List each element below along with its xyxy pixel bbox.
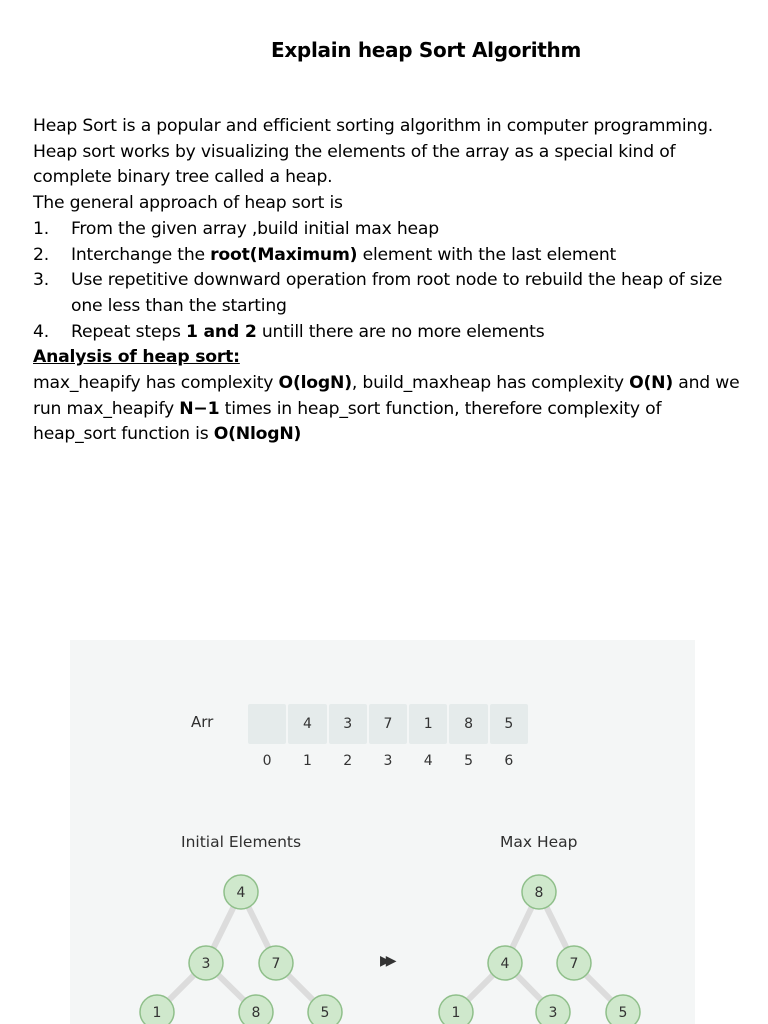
array-cell: 4 [288,704,326,744]
step-number: 2. [33,244,49,265]
analysis-heading: Analysis of heap sort: [33,347,240,368]
step-bold: 1 and 2 [185,321,257,342]
analysis-span: times in heap_sort function, therefore complexity of heap_sort function is [33,398,662,445]
analysis-text [33,371,743,448]
complexity-n: O(N) [629,373,673,394]
step-text: element with the last element [357,244,617,265]
step-number: 4. [33,321,49,342]
intro-line: Heap Sort is a popular and efficient sorting algorithm in computer programming. [33,116,714,136]
max-heap-node-label: 7 [569,956,579,972]
step-bold: root(Maximum) [210,244,358,265]
initial-tree-node-label: 7 [271,956,281,972]
array-index: 4 [423,753,433,769]
array-cell: 5 [490,704,528,744]
steps-list [33,217,743,346]
heap-diagram [70,640,695,1024]
max-heap-node-label: 8 [534,885,544,901]
initial-tree [140,875,342,1024]
analysis-span: and we run max_heapify [33,373,740,419]
step-number: 1. [33,218,49,239]
max-heap-node-label: 5 [618,1005,628,1021]
step-text: Repeat steps [71,321,186,342]
max-heap-node-label: 4 [500,956,510,972]
intro-line: Heap sort works by visualizing the elements of the array as a special kind of [33,141,676,162]
initial-tree-node-label: 3 [201,956,211,972]
intro-line: The general approach of heap sort is [33,193,343,214]
initial-tree-node-label: 4 [236,885,246,901]
initial-tree-node-label: 1 [152,1005,162,1021]
array-label: Arr [191,713,214,731]
step-text: Interchange the [71,244,211,265]
step-text: Use repetitive downward operation from root node to rebuild the heap of size one less than the starting [71,270,723,316]
array-index: 2 [343,753,353,769]
array-index: 0 [262,753,272,769]
array-index: 6 [504,753,514,769]
step-text: untill there are no more elements [256,321,545,342]
double-arrow-right-icon: ▶▶ [380,953,392,969]
initial-elements-title: Initial Elements [181,833,302,851]
step-item [33,217,743,243]
max-heap-node-label: 3 [548,1005,558,1021]
initial-tree-node-label: 8 [251,1005,261,1021]
complexity-nlogn: O(NlogN) [213,424,302,445]
analysis-span: max_heapify has complexity [33,373,279,394]
step-number: 3. [33,270,49,291]
step-item [33,320,743,346]
array-index: 3 [383,753,393,769]
array-index: 1 [302,753,312,769]
max-heap-tree [439,875,640,1024]
array-cell: 1 [409,704,447,744]
complexity-logn: O(logN) [278,373,352,394]
max-heap-title: Max Heap [500,833,578,851]
document-body [33,114,743,448]
array-cell: 7 [369,704,407,744]
step-item [33,243,743,269]
step-item [33,268,743,319]
array-cell: 8 [449,704,487,744]
max-heap-node-label: 1 [451,1005,461,1021]
analysis-span: , build_maxheap has complexity [351,373,630,394]
intro-line: complete binary tree called a heap. [33,167,333,188]
step-text: From the given array ,build initial max heap [71,218,439,239]
array-cell: 3 [329,704,367,744]
array-index: 5 [464,753,473,769]
initial-tree-node-label: 5 [320,1005,330,1021]
complexity-n-minus-1: N−1 [179,398,220,419]
page-title: Explain heap Sort Algorithm [270,38,582,62]
